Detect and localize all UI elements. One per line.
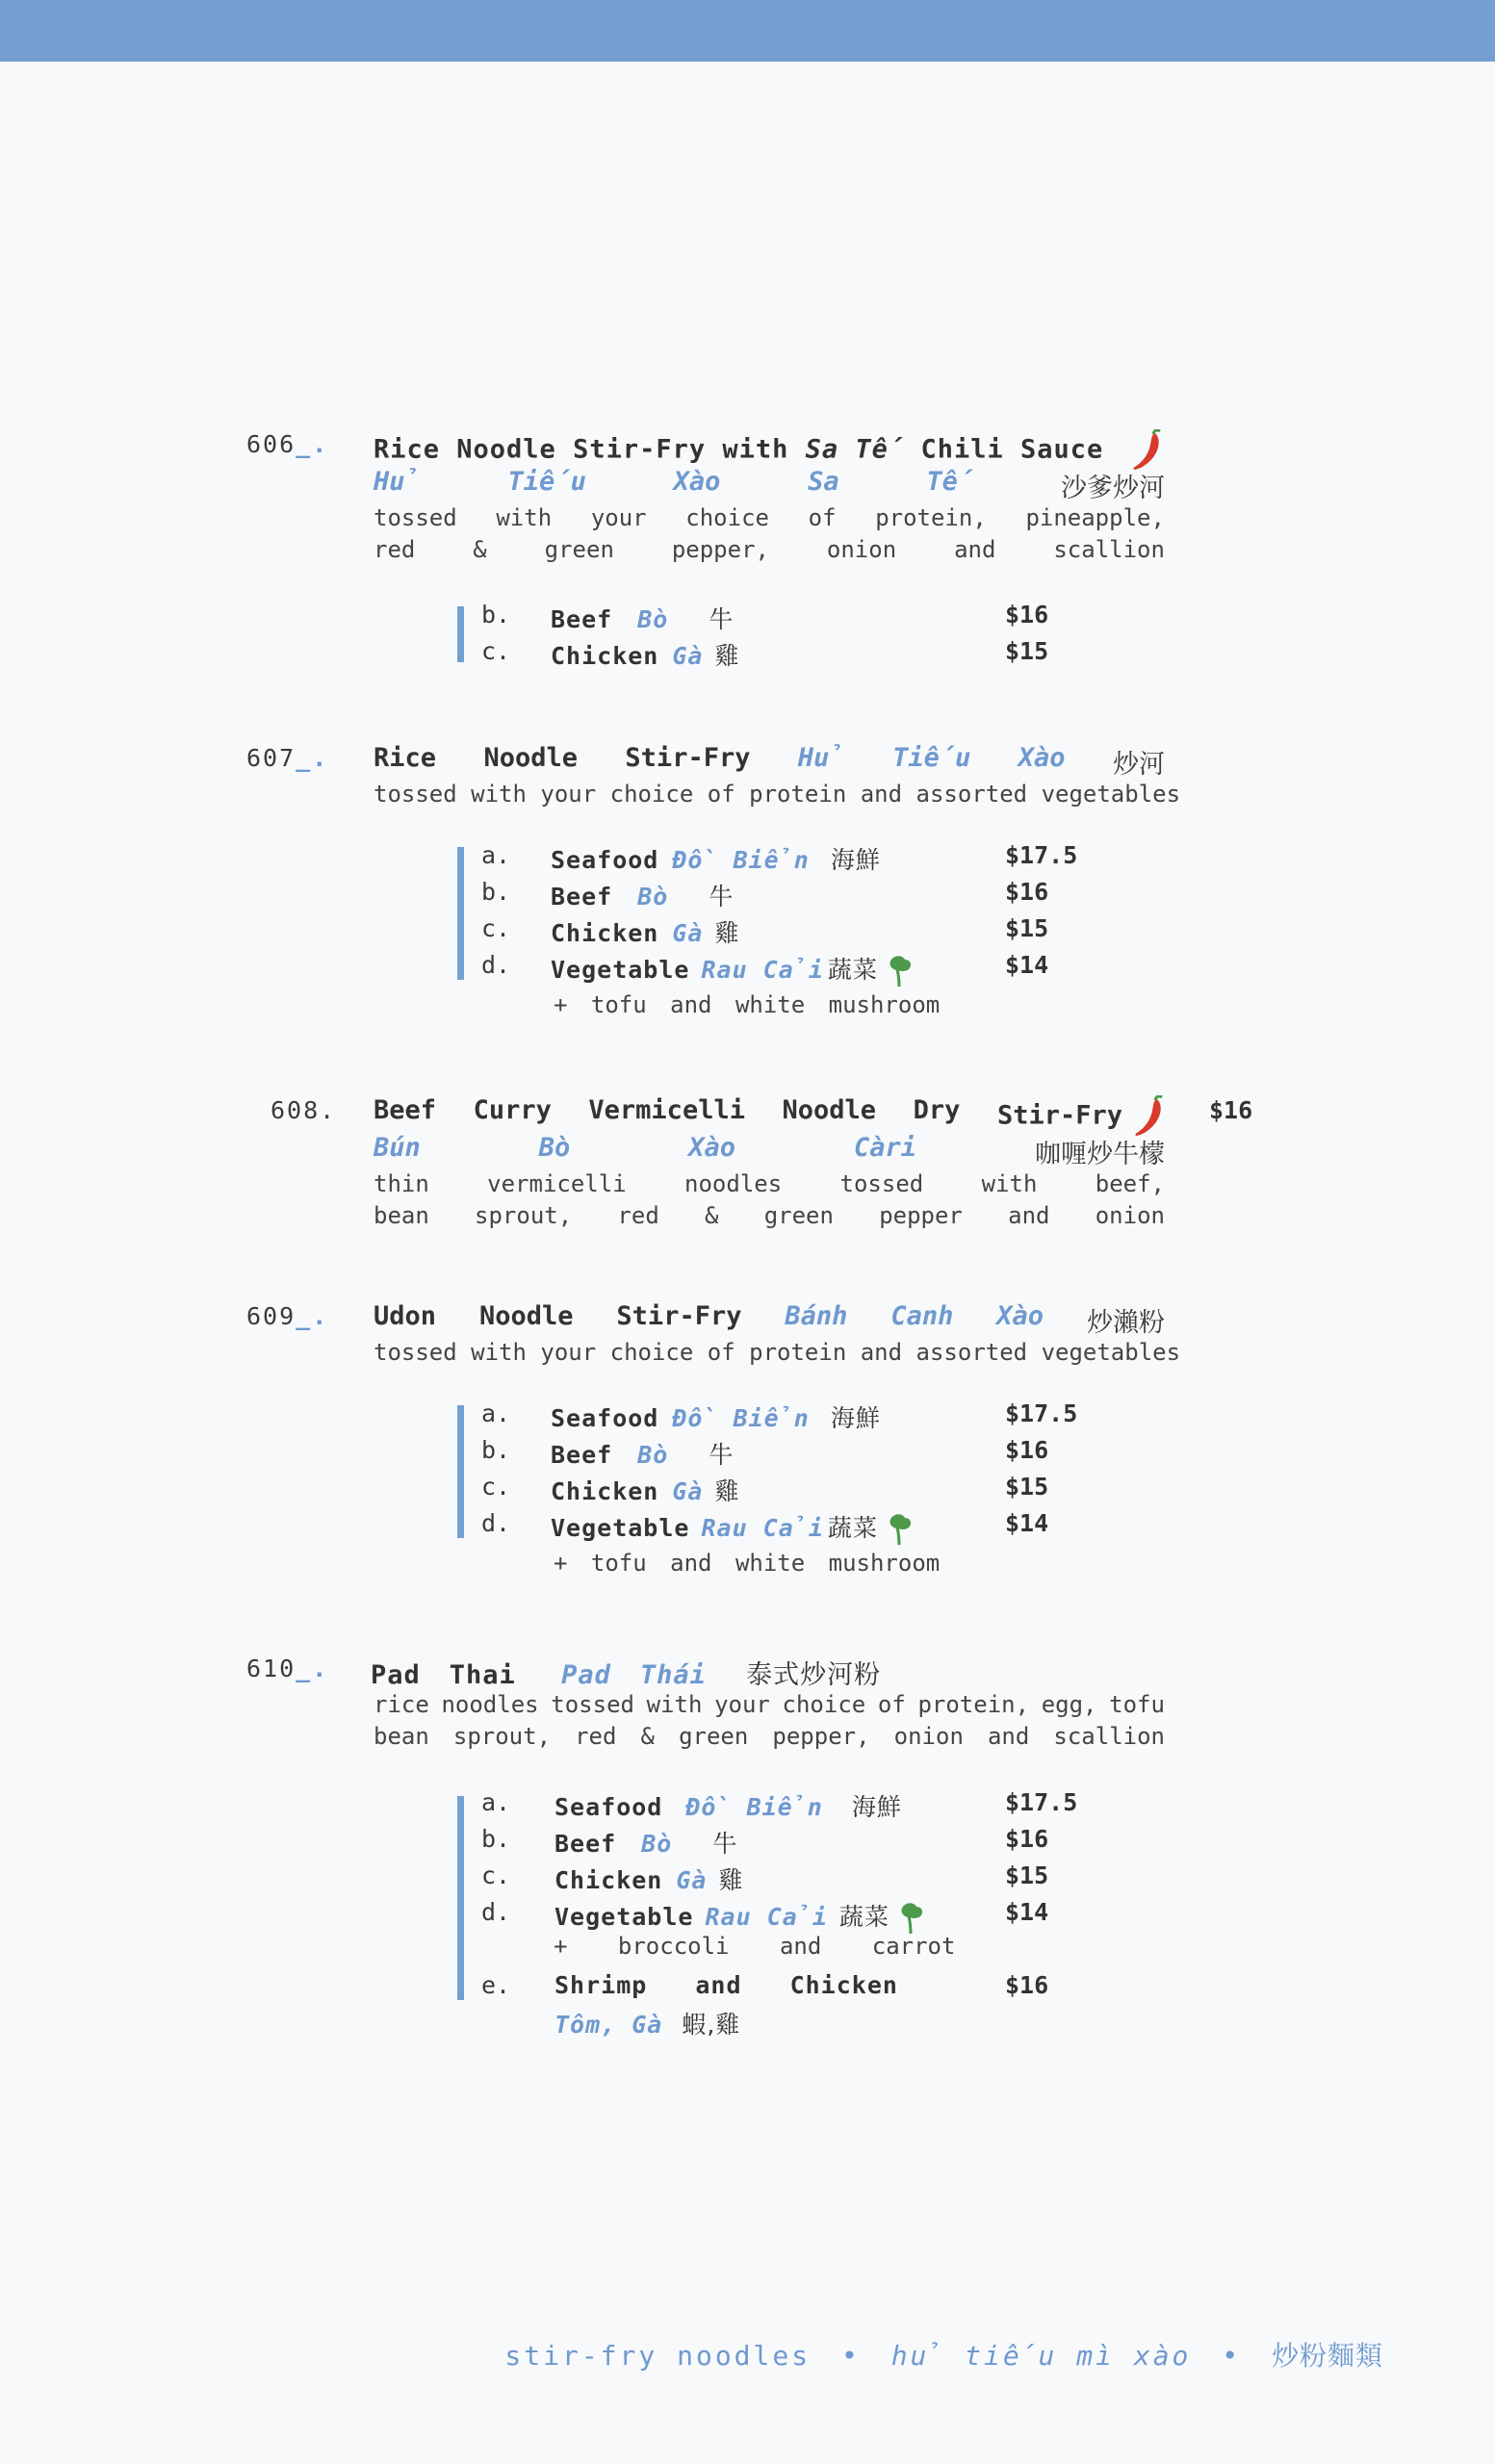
item-price: $16: [1209, 1096, 1253, 1124]
options-bar: [457, 606, 464, 662]
item-description: tossed with your choice of protein and assorted vegetables: [374, 781, 1181, 808]
item-title: Pad Thai Pad Thái 泰式炒河粉: [371, 1660, 882, 1690]
options-bar: [457, 1796, 464, 2000]
item-number: 610_.: [246, 1655, 329, 1682]
vegetarian-leaf-icon: [897, 1901, 926, 1936]
vegetarian-leaf-icon: [886, 1512, 915, 1547]
item-title: Udon Noodle Stir-Fry Bánh Canh Xào 炒瀨粉: [374, 1301, 1165, 1338]
item-subtitle: Bún Bò Xào Càri 咖喱炒牛檬: [374, 1133, 1165, 1169]
options-bar: [457, 847, 464, 980]
page-footer: stir-fry noodles • hủ tiếu mì xào • 炒粉麵類: [504, 2340, 1383, 2372]
option-note: + tofu and white mushroom: [554, 991, 941, 1018]
item-number: 608.: [271, 1096, 337, 1124]
chili-pepper-icon: [1130, 429, 1163, 472]
item-description: bean sprout, red & green pepper and onion: [374, 1202, 1165, 1229]
item-description: red & green pepper, onion and scallion: [374, 536, 1165, 563]
item-description: bean sprout, red & green pepper, onion and scallion: [374, 1723, 1165, 1750]
item-number: 609_.: [246, 1302, 329, 1330]
item-title: Rice Noodle Stir-Fry with Sa Tế Chili Sauce: [374, 429, 1163, 472]
top-banner: [0, 0, 1495, 62]
options-bar: [457, 1405, 464, 1538]
item-subtitle: Hủ Tiếu Xào Sa Tế 沙爹炒河: [374, 467, 1165, 503]
item-number: 607_.: [246, 744, 329, 772]
vegetarian-leaf-icon: [886, 954, 915, 988]
item-description: tossed with your choice of protein and assorted vegetables: [374, 1339, 1181, 1366]
item-number: 606_.: [246, 430, 329, 458]
chili-pepper-icon: [1132, 1095, 1165, 1138]
item-description: thin vermicelli noodles tossed with beef,: [374, 1170, 1165, 1197]
item-title: Rice Noodle Stir-Fry Hủ Tiếu Xào 炒河: [374, 743, 1165, 780]
option-note: + tofu and white mushroom: [554, 1550, 941, 1577]
item-title: Beef Curry Vermicelli Noodle Dry Stir-Fry: [374, 1095, 1165, 1138]
item-description: rice noodles tossed with your choice of protein, egg, tofu: [374, 1691, 1165, 1718]
item-description: tossed with your choice of protein, pineapple,: [374, 504, 1165, 531]
option-note: + broccoli and carrot: [554, 1933, 956, 1960]
